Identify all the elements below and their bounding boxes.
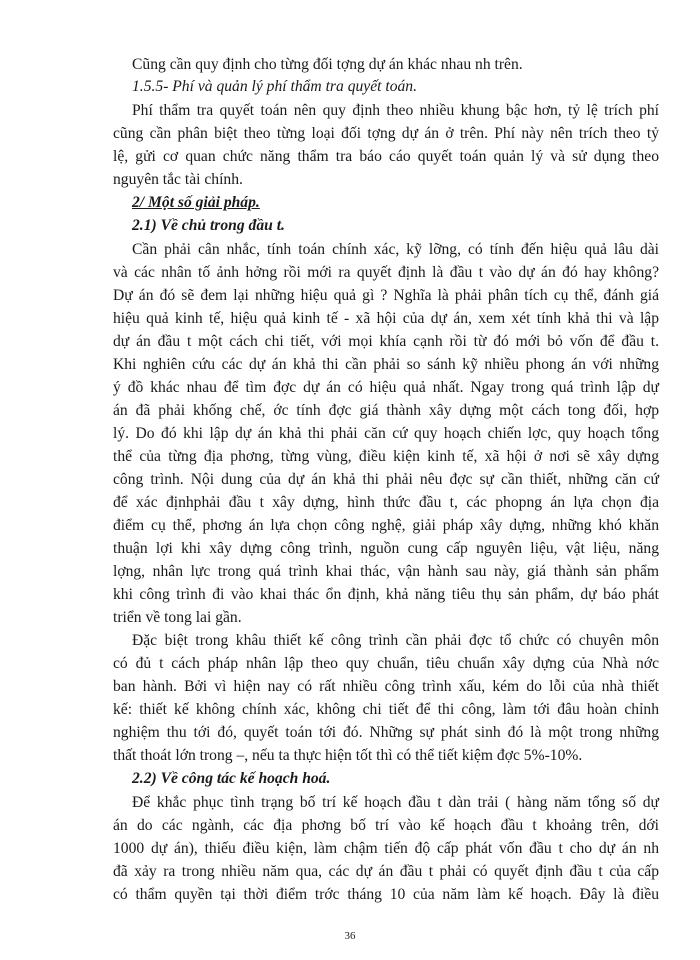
text-line: khi công trình đi vào khai thác ổn định, khả năng tiêu thụ sản phẩm, dự báo phát	[113, 586, 659, 603]
text-line: cũng cần phân biệt theo từng loại đối tợng dự án ở trên. Phí này nên trích theo tỷ	[113, 125, 659, 142]
text-line: triển về tong lai gần.	[113, 609, 242, 626]
heading-section-2: 2/ Một số giải pháp.	[132, 194, 260, 211]
text-line: để xác địnhphải đầu t xây dựng, hình thức đầu t, các phopng án lựa chọn địa	[113, 494, 659, 511]
text-line: Cần phải cân nhắc, tính toán chính xác, kỹ lỡng, có tính đến hiệu quả lâu dài	[132, 241, 659, 258]
text-line: công trình. Nội dung của dự án khả thi phải nêu đợc sự cần thiết, những căn cứ	[113, 471, 659, 488]
text-line: đã xảy ra trong nhiều năm qua, các dự án đầu t phải có quyết định đầu t của cấp	[113, 863, 659, 880]
text-line: án do các ngành, các địa phơng bố trí vào kế hoạch đầu t khoảng trên, dới	[113, 817, 659, 834]
text-line: kế: thiết kế không chính xác, không chi tiết để thi công, làm tới đâu hoàn chỉnh	[113, 701, 659, 718]
subheading-2-2: 2.2) Về công tác kế hoạch hoá.	[132, 770, 331, 787]
text-line: 1000 dự án), thiếu điều kiện, làm chậm tiến độ cấp phát vốn đầu t cho dự án nh	[113, 840, 659, 857]
text-line: Đặc biệt trong khâu thiết kế công trình cần phải đợc tổ chức có chuyên môn	[132, 632, 659, 649]
text-line: nguyên tắc tài chính.	[113, 171, 243, 188]
text-line: Cũng cần quy định cho từng đối tợng dự án khác nhau nh trên.	[132, 56, 523, 73]
page-number: 36	[344, 930, 356, 942]
text-line: lý. Do đó khi lập dự án khả thi phải căn cứ quy hoạch chiến lợc, quy hoạch tổng	[113, 425, 659, 442]
text-line: điểm cụ thể, phơng án lựa chọn công nghệ, giải pháp xây dựng, những khó khăn	[113, 517, 659, 534]
text-line: nghiệm thu tới đó, quyết toán tới đó. Những sự phát sinh đó là một trong những	[113, 724, 659, 741]
text-line: lợng, nhân lực trong quá trình khai thác, vận hành sau này, giá thành sản phẩm	[113, 563, 659, 580]
text-line: và các nhân tố ảnh hởng rồi mới ra quyết định là đầu t vào dự án đó hay không?	[113, 264, 659, 281]
text-line: dự án đầu t một cách chi tiết, với mọi khía cạnh rồi từ đó mới bỏ vốn để đầu t.	[113, 333, 659, 350]
text-line: ý đồ khác nhau để tìm đợc dự án có hiệu quả nhất. Ngay trong quá trình lập dự	[113, 379, 659, 396]
subheading-2-1: 2.1) Về chủ trong đầu t.	[132, 217, 285, 234]
subheading-1-5-5: 1.5.5- Phí và quản lý phí thẩm tra quyết toán.	[132, 78, 417, 95]
text-line: lệ, gửi cơ quan chức năng thẩm tra báo cáo quyết toán quản lý và sử dụng theo	[113, 148, 659, 165]
text-line: thể của từng địa phơng, từng vùng, điều kiện kinh tế, xã hội ở nơi sẽ xây dựng	[113, 448, 659, 465]
text-line: Phí thẩm tra quyết toán nên quy định theo nhiều khung bậc hơn, tỷ lệ trích phí	[132, 102, 659, 119]
text-line: thuận lợi khi xây dựng công trình, nguồn cung cấp nguyên liệu, vật liệu, năng	[113, 540, 659, 557]
text-line: hiệu quả kinh tế, hiệu quả kinh tế - xã hội của dự án, xem xét tính khả thi và lập	[113, 310, 659, 327]
text-line: Dự án đó sẽ đem lại những hiệu quả gì ? Nghĩa là phải phân tích cụ thể, đánh giá	[113, 287, 659, 304]
text-line: thất thoát lớn trong –, nếu ta thực hiện tốt thì có thể tiết kiệm đợc 5%-10%.	[113, 747, 583, 764]
text-line: ban hành. Bởi vì hiện nay có rất nhiều công trình xấu, kém do lỗi của nhà thiết	[113, 678, 659, 695]
text-line: có đủ t cách pháp nhân lập theo quy chuẩn, tiêu chuẩn xây dựng của Nhà nớc	[113, 655, 659, 672]
text-line: có thẩm quyền tại thời điểm trớc tháng 10 của năm làm kế hoạch. Đây là điều	[113, 886, 659, 903]
text-line: Để khắc phục tình trạng bố trí kế hoạch đầu t dàn trải ( hàng năm tổng số dự	[132, 794, 659, 811]
text-line: Khi nghiên cứu các dự án khả thi cần phải so sánh kỹ nhiều phong án với những	[113, 356, 659, 373]
text-line: án đã phải khống chế, ớc tính đợc giá thành xây dựng một cách tong đối, hợp	[113, 402, 659, 419]
